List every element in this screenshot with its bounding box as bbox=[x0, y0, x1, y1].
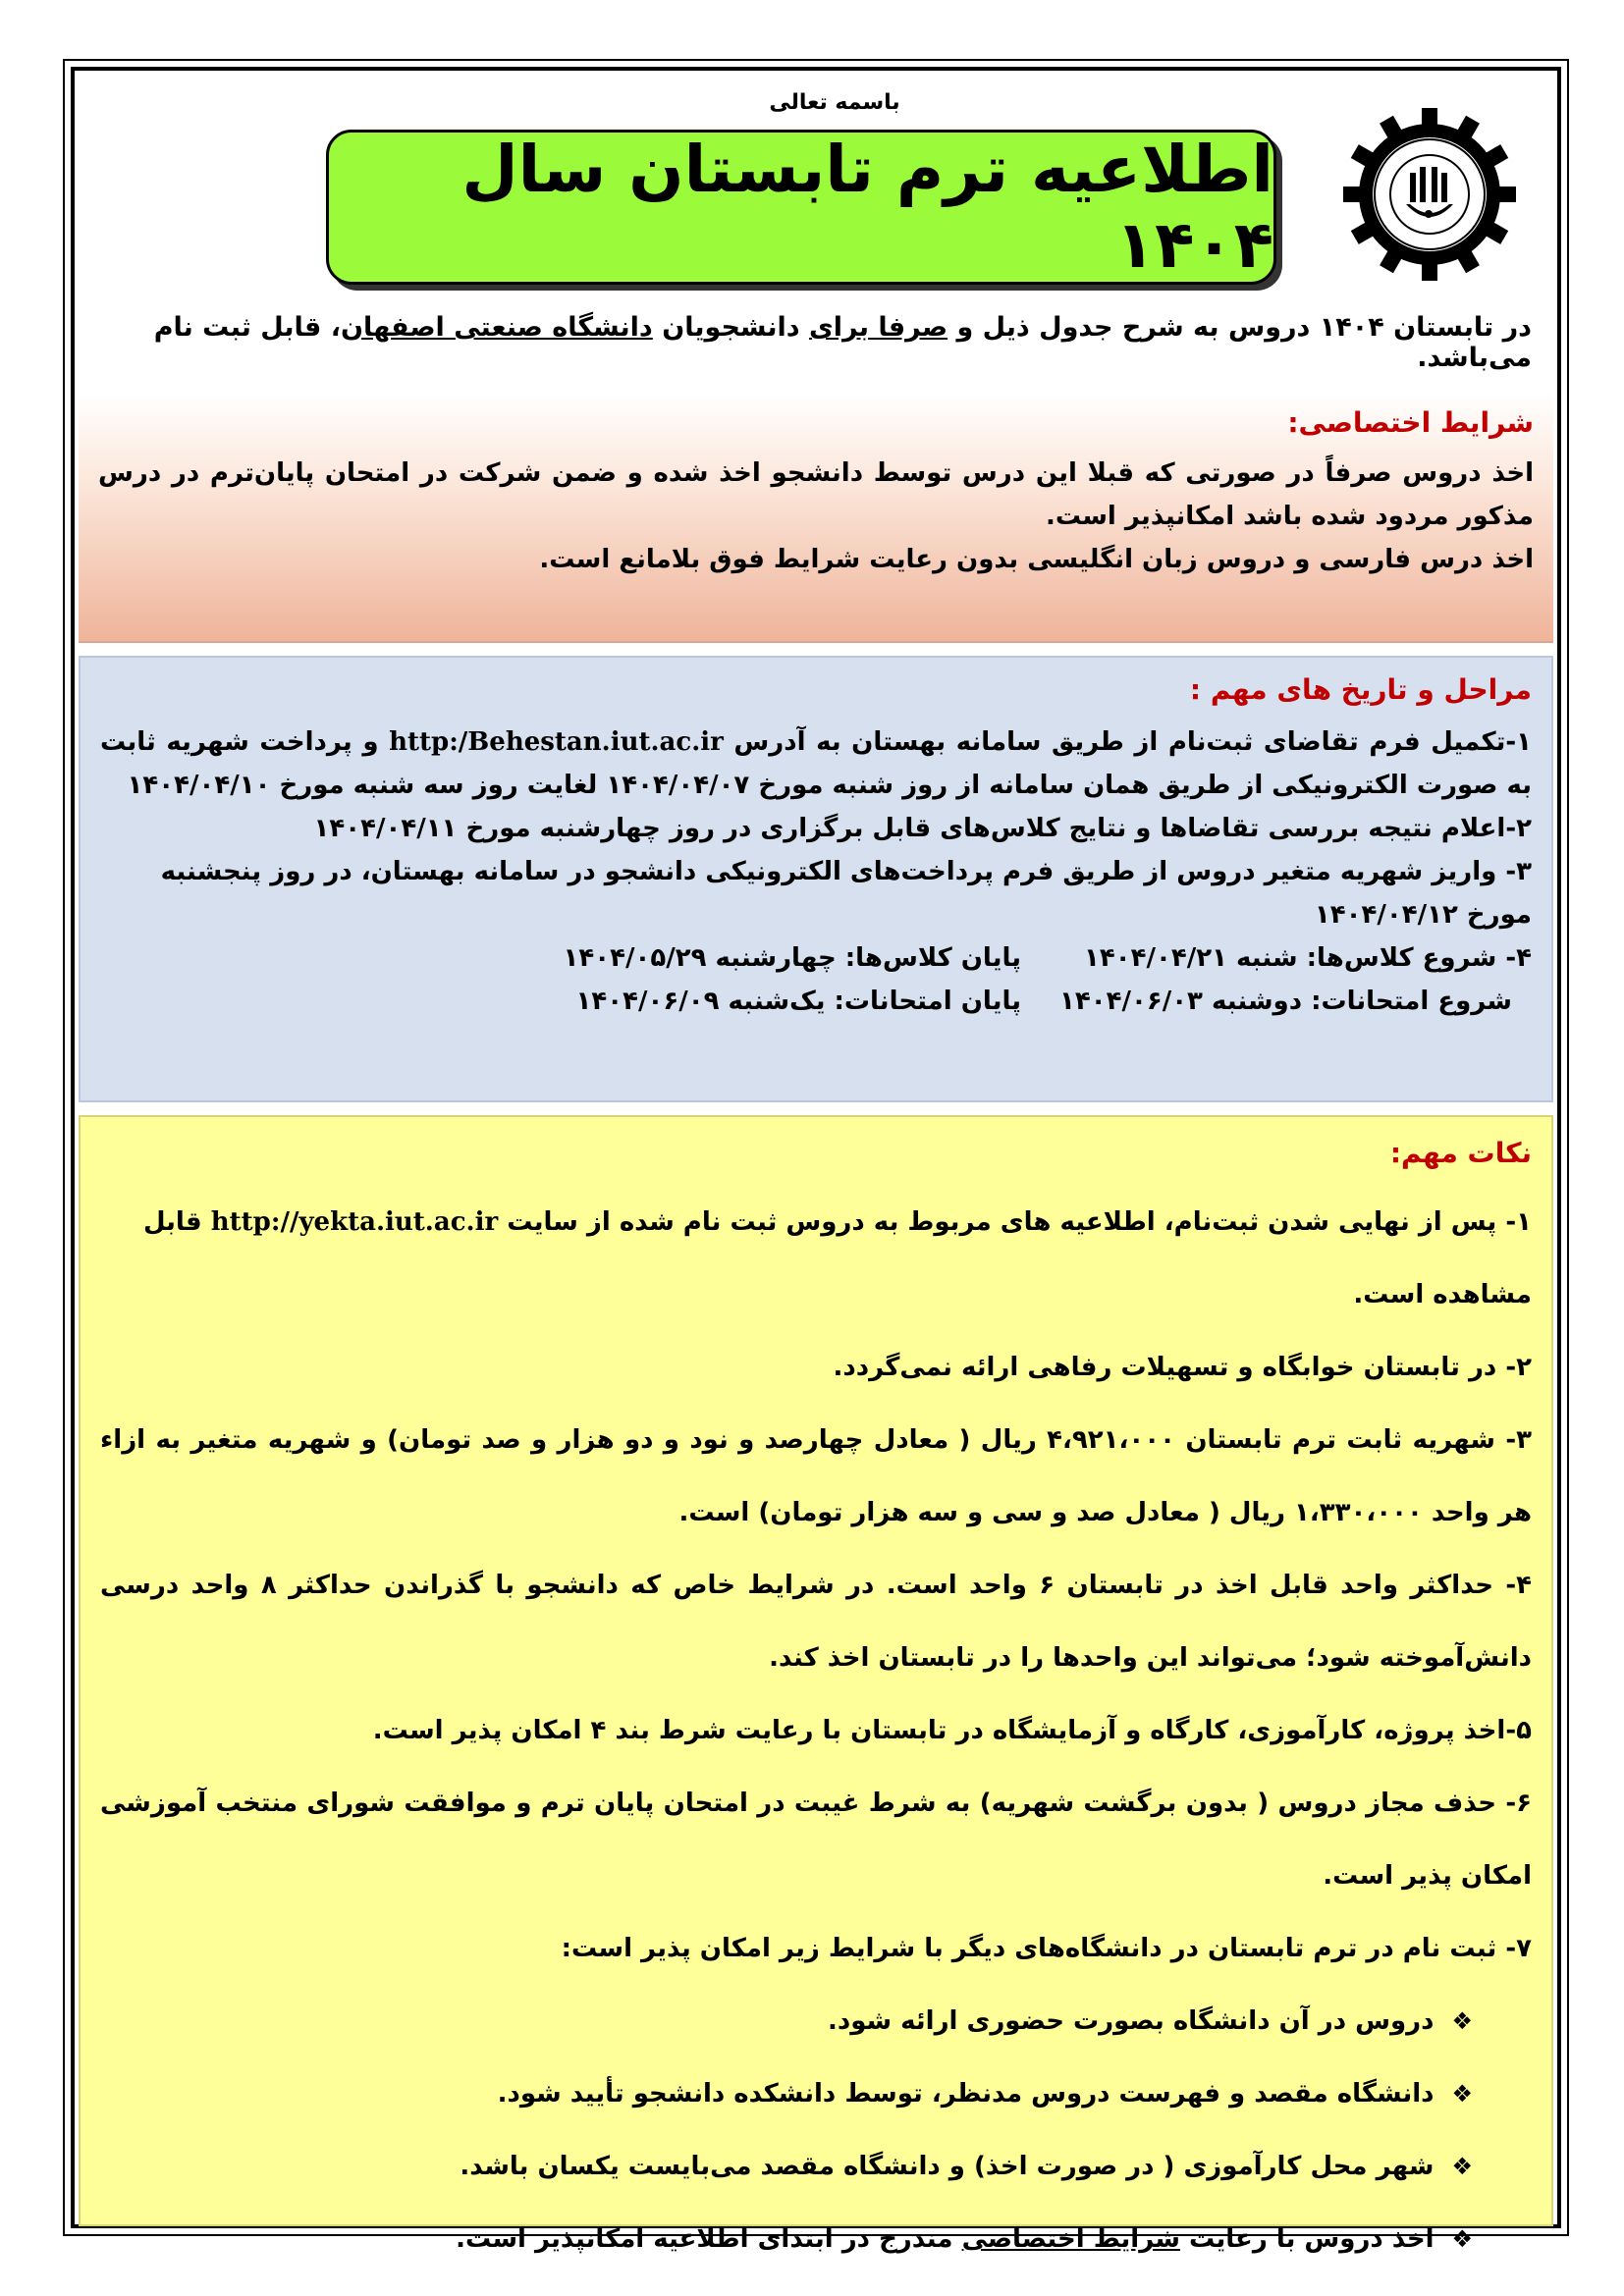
note-6: ۶- حذف مجاز دروس ( بدون برگشت شهریه) به شرط غیبت در امتحان پایان ترم و موافقت شورای منتخب آموزشی امکان پذیر است. bbox=[100, 1789, 1532, 1891]
note-5: ۵-اخذ پروژه، کارآموزی، کارگاه و آزمایشگاه در تابستان با رعایت شرط بند ۴ امکان پذیر است. bbox=[372, 1716, 1532, 1745]
important-dates-heading: مراحل و تاریخ های مهم : bbox=[1189, 673, 1532, 706]
yekta-link[interactable]: http://yekta.iut.ac.ir bbox=[210, 1207, 499, 1237]
note-4: ۴- حداکثر واحد قابل اخذ در تابستان ۶ واحد است. در شرایط خاص که دانشجو با گذراندن حداکثر ۸ واحد درسی دانش‌آموخته شود؛ می‌تواند این واحدها را در تابستان اخذ کند. bbox=[100, 1571, 1533, 1673]
note-1-text: ۱- پس از نهایی شدن ثبت‌نام، اطلاعیه های مربوط به دروس ثبت نام شده از سایت bbox=[498, 1207, 1532, 1237]
exam-end-date: پایان امتحانات: یک‌شنبه ۱۴۰۴/۰۶/۰۹ bbox=[575, 987, 1021, 1016]
important-notes-section bbox=[79, 1115, 1553, 2254]
diamond-bullet-icon: ❖ bbox=[1451, 2225, 1473, 2253]
note-7: ۷- ثبت نام در ترم تابستان در دانشگاه‌های دیگر با شرایط زیر امکان پذیر است: bbox=[561, 1934, 1532, 1963]
bullet-text: دانشگاه مقصد و فهرست دروس مدنظر، توسط دانشکده دانشجو تأیید شود. bbox=[497, 2079, 1435, 2109]
note-7-bullet-3 bbox=[100, 2130, 1532, 2203]
dates-item-2: ۲-اعلام نتیجه بررسی تقاضاها و نتایج کلاس‌های قابل برگزاری در روز چهارشنبه مورخ ۱۴۰۴/۰۴/۱۱ bbox=[313, 814, 1532, 843]
note-1-text-2: قابل مشاهده است. bbox=[142, 1207, 1532, 1309]
bullet-text: اخذ دروس با رعایت bbox=[1179, 2224, 1435, 2254]
exam-start-date: شروع امتحانات: دوشنبه ۱۴۰۴/۰۶/۰۳ bbox=[1058, 987, 1512, 1016]
important-notes-heading: نکات مهم: bbox=[1389, 1137, 1532, 1169]
note-2: ۲- در تابستان خوابگاه و تسهیلات رفاهی ارائه نمی‌گردد. bbox=[833, 1353, 1532, 1382]
dates-item-4 bbox=[100, 936, 1532, 980]
intro-underlined-only-for: صرفا برای bbox=[809, 312, 948, 343]
dates-item-1-text-2: و پرداخت شهریه ثابت به صورت الکترونیکی از طریق همان سامانه از روز شنبه مورخ ۱۴۰۴/۰۴/۰۷ لغایت روز سه شنبه مورخ ۱۴۰۴/۰۴/۱۰ bbox=[100, 727, 1532, 800]
important-dates-section bbox=[79, 656, 1553, 1102]
special-conditions-section bbox=[79, 393, 1553, 643]
behestan-link[interactable]: http:/Behestan.iut.ac.ir bbox=[389, 727, 724, 757]
bullet-text: دروس در آن دانشگاه بصورت حضوری ارائه شود. bbox=[828, 2006, 1435, 2036]
dates-item-3: ۳- واریز شهریه متغیر دروس از طریق فرم پرداخت‌های الکترونیکی دانشجو در سامانه بهستان، در روز پنجشنبه مورخ ۱۴۰۴/۰۴/۱۲ bbox=[160, 857, 1532, 930]
intro-text-2: دانشجویان bbox=[652, 312, 810, 343]
special-conditions-heading: شرایط اختصاصی: bbox=[1287, 406, 1534, 439]
title-banner bbox=[326, 130, 1276, 285]
note-7-bullet-2 bbox=[100, 2057, 1532, 2130]
dates-item-1-text: ۱-تکمیل فرم تقاضای ثبت‌نام از طریق سامانه بهستان به آدرس bbox=[723, 727, 1532, 757]
diamond-bullet-icon: ❖ bbox=[1451, 2080, 1473, 2108]
special-conditions-line-2: اخذ درس فارسی و دروس زبان انگلیسی بدون رعایت شرایط فوق بلامانع است. bbox=[539, 545, 1534, 574]
dates-item-1 bbox=[100, 721, 1532, 807]
intro-underlined-university: دانشگاه صنعتی اصفهان bbox=[341, 312, 653, 343]
university-logo-icon bbox=[1341, 106, 1518, 283]
class-start-date: ۴- شروع کلاس‌ها: شنبه ۱۴۰۴/۰۴/۲۱ bbox=[1084, 943, 1532, 973]
bullet-text: شهر محل کارآموزی ( در صورت اخذ) و دانشگاه مقصد می‌بایست یکسان باشد. bbox=[460, 2152, 1435, 2181]
class-end-date: پایان کلاس‌ها: چهارشنبه ۱۴۰۴/۰۵/۲۹ bbox=[563, 943, 1021, 973]
bullet-text-2: مندرج در ابتدای اطلاعیه امکانپذیر است. bbox=[456, 2224, 962, 2254]
note-7-bullet-4 bbox=[100, 2203, 1532, 2275]
diamond-bullet-icon: ❖ bbox=[1451, 2153, 1473, 2180]
intro-text: در تابستان ۱۴۰۴ دروس به شرح جدول ذیل و bbox=[947, 312, 1532, 343]
page-title: اطلاعیه ترم تابستان سال ۱۴۰۴ bbox=[461, 132, 1273, 283]
bullet-underlined-text: شرایط اختصاصی bbox=[961, 2224, 1180, 2254]
note-1 bbox=[100, 1186, 1532, 1331]
diamond-bullet-icon: ❖ bbox=[1451, 2007, 1473, 2035]
note-3: ۳- شهریه ثابت ترم تابستان ۴،۹۲۱،۰۰۰ ریال ( معادل چهارصد و نود و دو هزار و صد تومان) و شهریه متغیر به ازاء هر واحد ۱،۳۳۰،۰۰۰ ریال ( معادل صد و سی و سه هزار تومان) است. bbox=[100, 1425, 1533, 1527]
note-7-bullet-1 bbox=[100, 1985, 1532, 2057]
intro-paragraph bbox=[79, 312, 1532, 373]
special-conditions-line-1: اخذ دروس صرفاً در صورتی که قبلا این درس توسط دانشجو اخذ شده و ضمن شرکت در امتحان پایان‌ترم در درس مذکور مردود شده باشد امکانپذیر است. bbox=[98, 458, 1534, 531]
dates-exams bbox=[100, 980, 1532, 1023]
bismillah: باسمه تعالی bbox=[769, 90, 900, 115]
intro-text-3: ، قابل ثبت نام می‌باشد. bbox=[153, 312, 1532, 373]
